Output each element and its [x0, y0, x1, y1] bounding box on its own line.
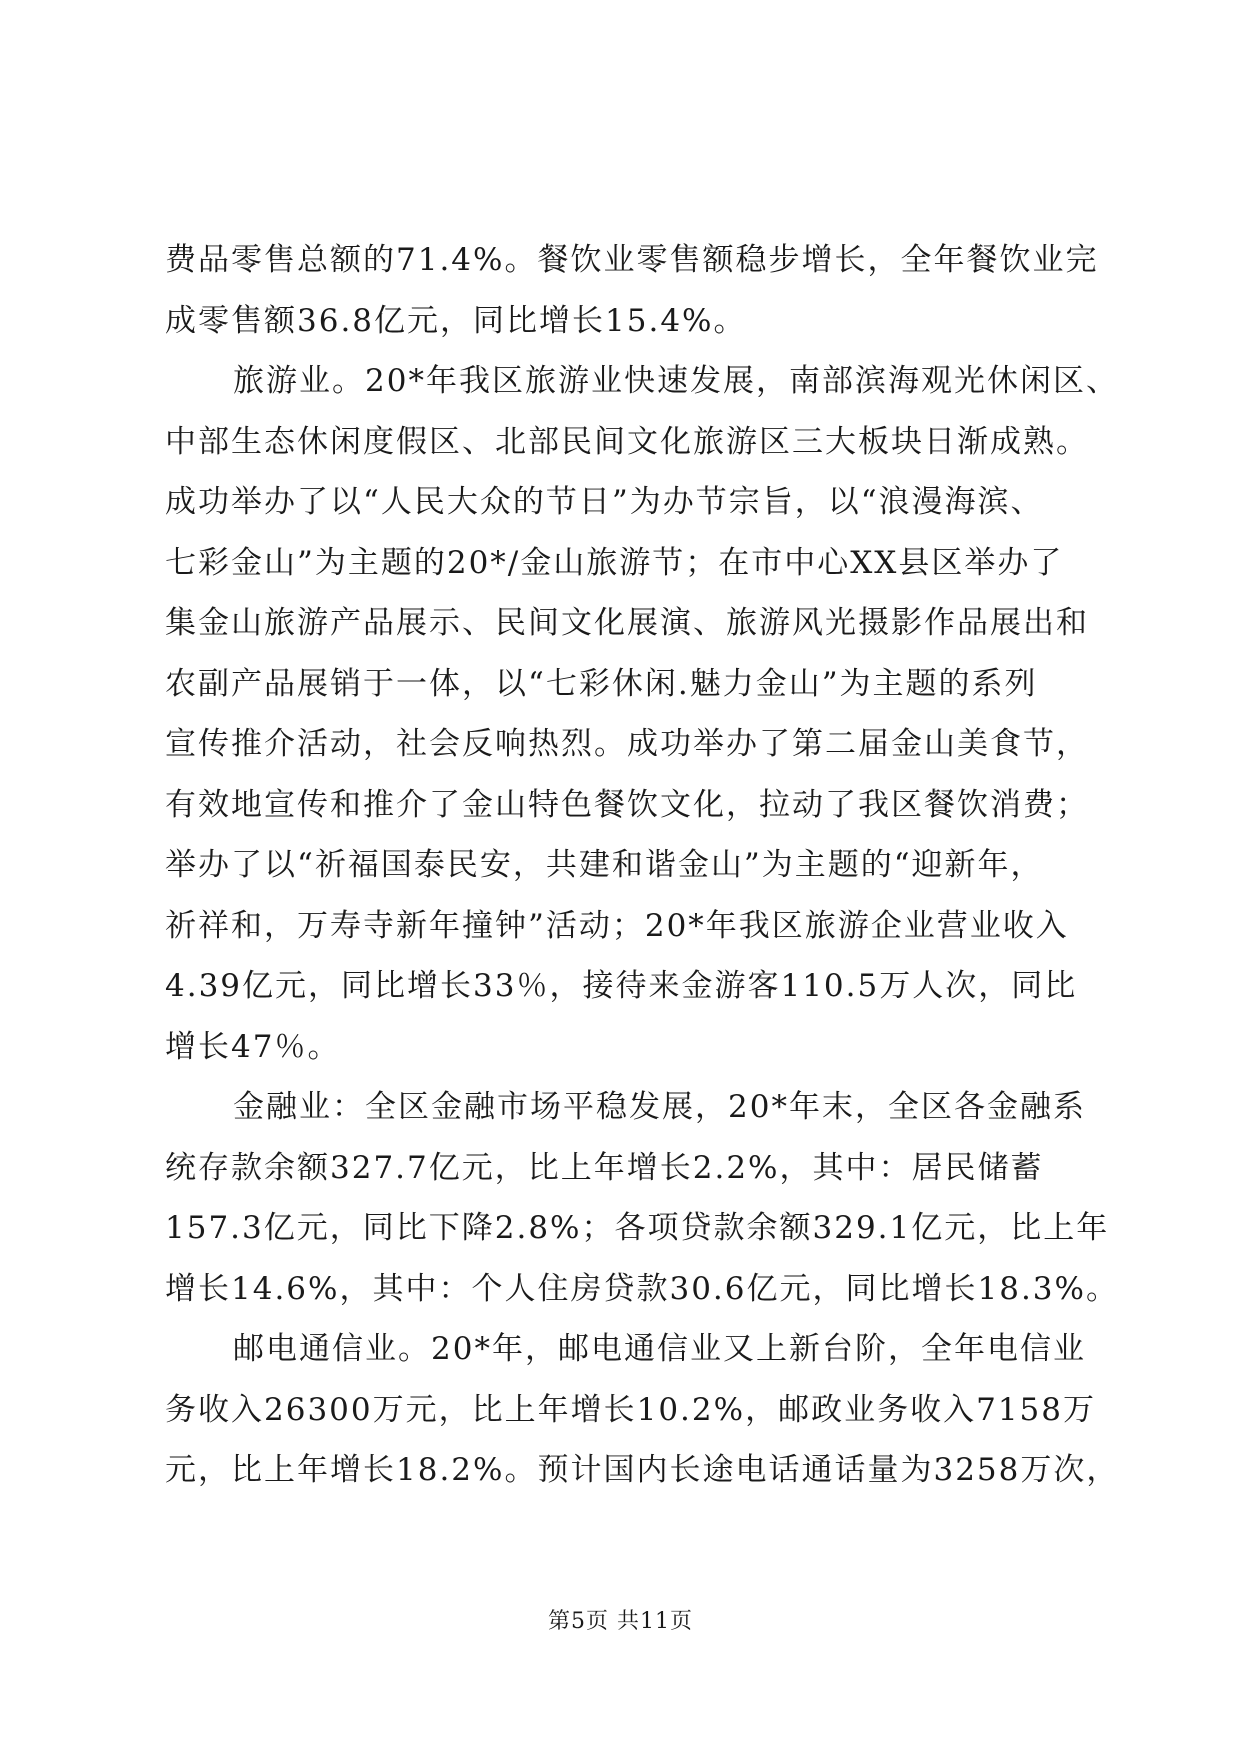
- document-body: [165, 230, 1120, 1501]
- text-line: 157.3亿元，同比下降2.8%；各项贷款余额329.1亿元，比上年: [165, 1210, 1110, 1246]
- text-line: 中部生态休闲度假区、北部民间文化旅游区三大板块日渐成熟。: [165, 423, 1089, 460]
- text-line: 费品零售总额的71.4%。餐饮业零售额稳步增长，全年餐饮业完: [165, 242, 1099, 278]
- text-line: 成功举办了以“人民大众的节日”为办节宗旨，以“浪漫海滨、: [165, 484, 1044, 520]
- text-line: 宣传推介活动，社会反响热烈。成功举办了第二届金山美食节，: [165, 726, 1089, 762]
- text-line: 成零售额36.8亿元，同比增长15.4%。: [165, 302, 747, 339]
- paragraph-start-tourism: 旅游业。20*年我区旅游业快速发展，南部滨海观光休闲区、: [233, 363, 1119, 399]
- text-line: 集金山旅游产品展示、民间文化展演、旅游风光摄影作品展出和: [165, 605, 1089, 641]
- text-line: 元，比上年增长18.2%。预计国内长途电话通话量为3258万次，: [165, 1452, 1120, 1488]
- text-line: 祈祥和，万寿寺新年撞钟”活动；20*年我区旅游企业营业收入: [165, 907, 1069, 944]
- text-line: 增长47％。: [165, 1028, 341, 1065]
- text-line: 农副产品展销于一体，以“七彩休闲.魅力金山”为主题的系列: [165, 665, 1038, 702]
- text-line: 4.39亿元，同比增长33％，接待来金游客110.5万人次，同比: [165, 968, 1078, 1004]
- page-footer: 第5页 共11页: [548, 1609, 693, 1634]
- text-line: 举办了以“祈福国泰民安，共建和谐金山”为主题的“迎新年，: [165, 847, 1044, 883]
- text-line: 七彩金山”为主题的20*/金山旅游节；在市中心XX县区举办了: [165, 544, 1064, 581]
- paragraph-start-finance: 金融业：全区金融市场平稳发展，20*年末，全区各金融系: [233, 1089, 1086, 1125]
- text-line: 统存款余额327.7亿元，比上年增长2.2%，其中：居民储蓄: [165, 1149, 1044, 1186]
- paragraph-start-telecom: 邮电通信业。20*年，邮电通信业又上新台阶，全年电信业: [233, 1331, 1086, 1367]
- text-line: 增长14.6%，其中：个人住房贷款30.6亿元，同比增长18.3%。: [165, 1270, 1119, 1307]
- text-line: 有效地宣传和推介了金山特色餐饮文化，拉动了我区餐饮消费；: [165, 786, 1089, 823]
- text-line: 务收入26300万元，比上年增长10.2%，邮政业务收入7158万: [165, 1391, 1096, 1428]
